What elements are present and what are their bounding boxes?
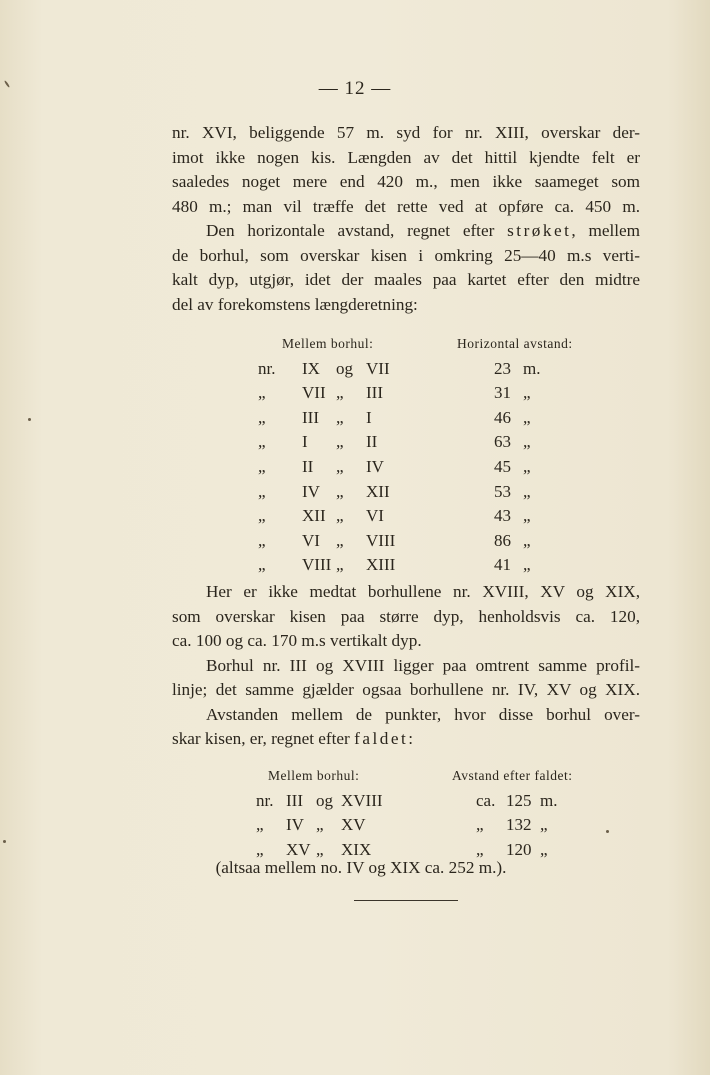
table-cell-a: III bbox=[302, 407, 319, 427]
paper-speck bbox=[606, 830, 609, 833]
table-cell-pre: „ bbox=[476, 839, 484, 859]
table-row bbox=[0, 529, 710, 554]
table-row bbox=[0, 480, 710, 505]
table-header-right: Avstand efter faldet: bbox=[452, 768, 573, 783]
table-cell-prefix: „ bbox=[258, 530, 266, 550]
table-cell-a: I bbox=[302, 432, 308, 452]
table-cell-og: „ bbox=[336, 456, 344, 476]
table-cell-og: „ bbox=[336, 481, 344, 501]
page-number: — 12 — bbox=[318, 78, 392, 99]
table-header-left: Mellem borhul: bbox=[268, 768, 360, 783]
text-line: saaledes noget mere end 420 m., men ikke saameget som bbox=[172, 172, 640, 191]
table-cell-dist: 41 bbox=[494, 555, 511, 575]
section-divider bbox=[354, 900, 458, 901]
table-cell-prefix: nr. bbox=[256, 790, 274, 810]
table-cell-dist: 63 bbox=[494, 432, 511, 452]
table-cell-dist: 45 bbox=[494, 456, 511, 476]
table-cell-unit: „ bbox=[523, 555, 531, 575]
table-cell-b: XII bbox=[366, 481, 390, 501]
table-cell-unit: „ bbox=[540, 815, 548, 835]
table-row bbox=[0, 357, 710, 382]
table-cell-dist: 31 bbox=[494, 383, 511, 403]
table-cell-prefix: „ bbox=[258, 383, 266, 403]
table-cell-og: og bbox=[336, 358, 353, 378]
table-cell-a: III bbox=[286, 790, 303, 810]
table-cell-og: og bbox=[316, 790, 333, 810]
distance-table-2 bbox=[0, 764, 710, 862]
table-cell-b: XV bbox=[341, 815, 366, 835]
text-line: de borhul, som overskar kisen i omkring 25—40 m.s verti- bbox=[172, 245, 640, 265]
table-header-left: Mellem borhul: bbox=[282, 336, 374, 351]
text-line: kalt dyp, utgjør, idet der maales paa kartet efter den midtre bbox=[172, 270, 640, 289]
table-cell-prefix: „ bbox=[258, 456, 266, 476]
table-row bbox=[0, 455, 710, 480]
table-cell-b: I bbox=[366, 407, 372, 427]
table-cell-a: XV bbox=[286, 839, 311, 859]
text-line: Her er ikke medtat borhullene nr. XVIII, XV og XIX, bbox=[206, 582, 640, 601]
table-cell-prefix: „ bbox=[256, 839, 264, 859]
table-cell-dist: 43 bbox=[494, 506, 511, 526]
table-cell-a: VI bbox=[302, 530, 320, 550]
closing-note: (altsaa mellem no. IV og XIX ca. 252 m.). bbox=[215, 858, 507, 877]
table-cell-prefix: nr. bbox=[258, 358, 276, 378]
table-cell-b: VI bbox=[366, 506, 384, 526]
table-cell-unit: „ bbox=[523, 407, 531, 427]
table-cell-dist: 53 bbox=[494, 481, 511, 501]
text-line bbox=[172, 727, 640, 752]
table-row bbox=[0, 813, 710, 838]
text-line: Avstanden mellem de punkter, hvor disse borhul over- bbox=[206, 704, 640, 724]
table-cell-b: VII bbox=[366, 358, 390, 378]
table-row bbox=[0, 381, 710, 406]
text-line: som overskar kisen paa større dyp, henholdsvis ca. 120, bbox=[172, 606, 640, 626]
table-cell-unit: „ bbox=[523, 481, 531, 501]
table-cell-unit: m. bbox=[523, 358, 541, 378]
table-cell-prefix: „ bbox=[256, 815, 264, 835]
text-segment: Den horizontale avstand, regnet efter bbox=[206, 221, 495, 240]
table-cell-dist: 23 bbox=[494, 358, 511, 378]
table-header-right: Horizontal avstand: bbox=[457, 336, 573, 351]
table-cell-a: IV bbox=[302, 481, 320, 501]
text-line: ca. 100 og ca. 170 m.s vertikalt dyp. bbox=[172, 631, 422, 650]
table-cell-b: XVIII bbox=[341, 790, 383, 810]
text-line: linje; det samme gjælder ogsaa borhullene nr. IV, XV og XIX. bbox=[172, 680, 640, 699]
distance-table-1 bbox=[0, 332, 710, 578]
table-cell-unit: „ bbox=[523, 383, 531, 403]
table-cell-og: „ bbox=[336, 555, 344, 575]
table-cell-dist: 120 bbox=[506, 839, 532, 859]
paper-speck bbox=[28, 418, 31, 421]
table-cell-unit: m. bbox=[540, 790, 558, 810]
text-segment: : bbox=[408, 729, 414, 748]
paragraph-2 bbox=[172, 580, 640, 752]
table-cell-unit: „ bbox=[523, 456, 531, 476]
table-cell-prefix: „ bbox=[258, 555, 266, 575]
table-cell-og: „ bbox=[316, 815, 324, 835]
table-cell-prefix: „ bbox=[258, 481, 266, 501]
table-cell-dist: 125 bbox=[506, 790, 532, 810]
table-cell-a: VIII bbox=[302, 555, 332, 575]
table-cell-pre: „ bbox=[476, 815, 484, 835]
table-row bbox=[0, 406, 710, 431]
text-line: 480 m.; man vil træffe det rette ved at opføre ca. 450 m. bbox=[172, 196, 640, 216]
paper-speck bbox=[3, 840, 6, 843]
table-cell-og: „ bbox=[336, 530, 344, 550]
table-cell-og: „ bbox=[316, 839, 324, 859]
table-cell-unit: „ bbox=[523, 432, 531, 452]
paragraph-1 bbox=[172, 121, 640, 317]
table-cell-pre: ca. bbox=[476, 790, 496, 810]
text-line: del av forekomstens længderetning: bbox=[172, 294, 418, 314]
table-cell-prefix: „ bbox=[258, 506, 266, 526]
table-cell-dist: 132 bbox=[506, 815, 532, 835]
table-cell-unit: „ bbox=[540, 839, 548, 859]
table-row bbox=[0, 553, 710, 578]
table-cell-b: XIII bbox=[366, 555, 396, 575]
table-cell-dist: 46 bbox=[494, 407, 511, 427]
table-cell-unit: „ bbox=[523, 530, 531, 550]
table-cell-a: IV bbox=[286, 815, 304, 835]
table-cell-dist: 86 bbox=[494, 530, 511, 550]
spaced-word: strøket bbox=[507, 221, 572, 240]
table-cell-b: IV bbox=[366, 456, 384, 476]
table-row bbox=[0, 789, 710, 814]
table-cell-og: „ bbox=[336, 407, 344, 427]
table-cell-prefix: „ bbox=[258, 407, 266, 427]
table-cell-og: „ bbox=[336, 383, 344, 403]
text-line: imot ikke nogen kis. Længden av det hittil kjendte felt er bbox=[172, 147, 640, 167]
table-cell-prefix: „ bbox=[258, 432, 266, 452]
text-segment: , mellem bbox=[571, 221, 641, 240]
spaced-word: faldet bbox=[354, 729, 409, 748]
table-cell-a: VII bbox=[302, 383, 326, 403]
table-cell-b: II bbox=[366, 432, 378, 452]
text-line bbox=[172, 219, 640, 244]
table-row bbox=[0, 504, 710, 529]
table-cell-a: IX bbox=[302, 358, 320, 378]
text-line: Borhul nr. III og XVIII ligger paa omtrent samme profil- bbox=[206, 655, 640, 675]
table-cell-og: „ bbox=[336, 506, 344, 526]
table-row bbox=[0, 430, 710, 455]
table-cell-unit: „ bbox=[523, 506, 531, 526]
table-cell-og: „ bbox=[336, 432, 344, 452]
text-line: nr. XVI, beliggende 57 m. syd for nr. XIII, overskar der- bbox=[172, 123, 640, 142]
table-cell-b: XIX bbox=[341, 839, 372, 859]
text-segment: skar kisen, er, regnet efter bbox=[172, 729, 350, 748]
table-cell-b: III bbox=[366, 383, 383, 403]
table-cell-a: II bbox=[302, 456, 314, 476]
table-cell-b: VIII bbox=[366, 530, 396, 550]
table-cell-a: XII bbox=[302, 506, 326, 526]
